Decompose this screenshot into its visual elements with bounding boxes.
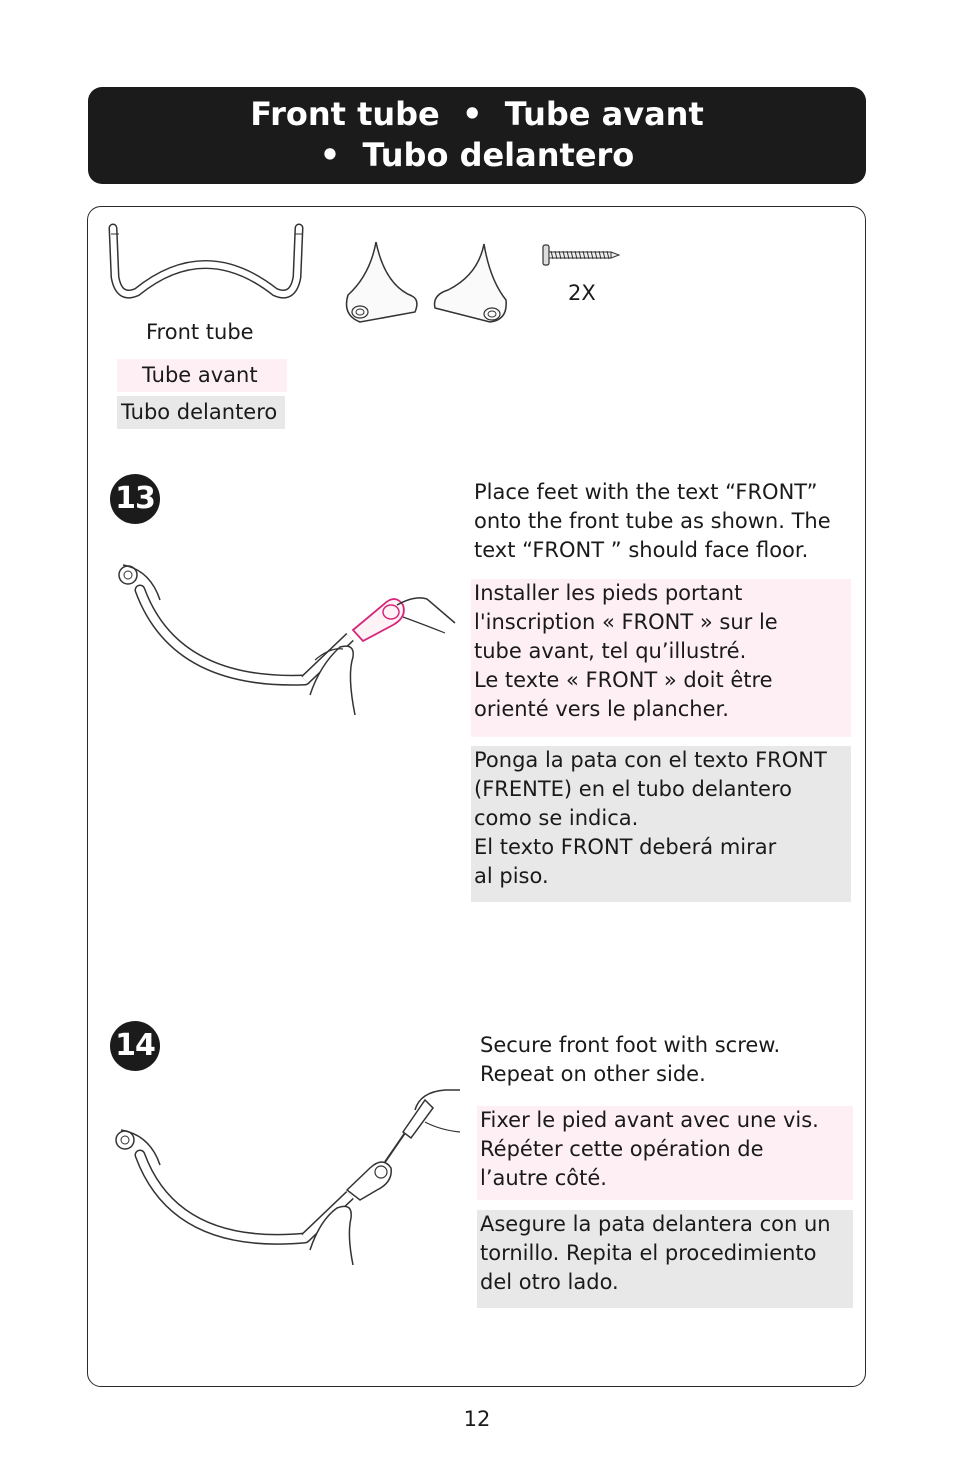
step-14-fr-line: l’autre côté. [480,1166,607,1190]
step-13-text-es [471,746,851,902]
step-13-fr-line: orienté vers le plancher. [474,697,729,721]
step-13-fr-line: l'inscription « FRONT » sur le [474,610,778,634]
step-13-es-line: Ponga la pata con el texto FRONT [474,748,827,772]
page-title [88,87,866,184]
step-14-en-line: Secure front foot with screw. [480,1033,781,1057]
step-14-number: 14 [110,1021,160,1071]
page-number: 12 [463,1407,491,1431]
step-13-illustration [115,555,460,730]
step-13-number: 13 [110,474,160,524]
step-14-es-line: tornillo. Repita el procedimiento [480,1241,817,1265]
screw-quantity: 2X [568,281,596,305]
step-14-text-es [477,1210,853,1308]
step-14-es-line: Asegure la pata delantera con un [480,1212,831,1236]
step-14-es-line: del otro lado. [480,1270,619,1294]
feet-illustration [340,240,515,330]
step-13-text-fr [471,579,851,737]
title-line-1: Front tube • Tube avant [250,95,704,133]
step-13-es-line: (FRENTE) en el tubo delantero [474,777,792,801]
step-13-fr-line: tube avant, tel qu’illustré. [474,639,747,663]
step-14-text-fr [477,1106,853,1200]
front-tube-label-fr: Tube avant [117,359,287,392]
step-14-fr-line: Fixer le pied avant avec une vis. [480,1108,819,1132]
step-13-text-en: Place feet with the text “FRONT” onto the front tube as shown. The text “FRONT ” should face floor. [474,480,831,562]
screw-icon [541,242,621,270]
front-tube-label-en: Front tube [146,320,254,344]
title-line-2: • Tubo delantero [319,136,635,174]
step-13-es-line: como se indica. [474,806,639,830]
step-13-fr-line: Installer les pieds portant [474,581,743,605]
front-tube-label-es: Tubo delantero [117,396,285,429]
step-14-fr-line: Répéter cette opération de [480,1137,764,1161]
step-13-fr-line: Le texte « FRONT » doit être [474,668,773,692]
front-tube-illustration [105,222,310,304]
step-14-illustration [115,1090,460,1265]
step-14-en-line: Repeat on other side. [480,1062,706,1086]
step-13-es-line: El texto FRONT deberá mirar [474,835,777,859]
step-13-es-line: al piso. [474,864,549,888]
step-14-text-en [480,1031,852,1089]
